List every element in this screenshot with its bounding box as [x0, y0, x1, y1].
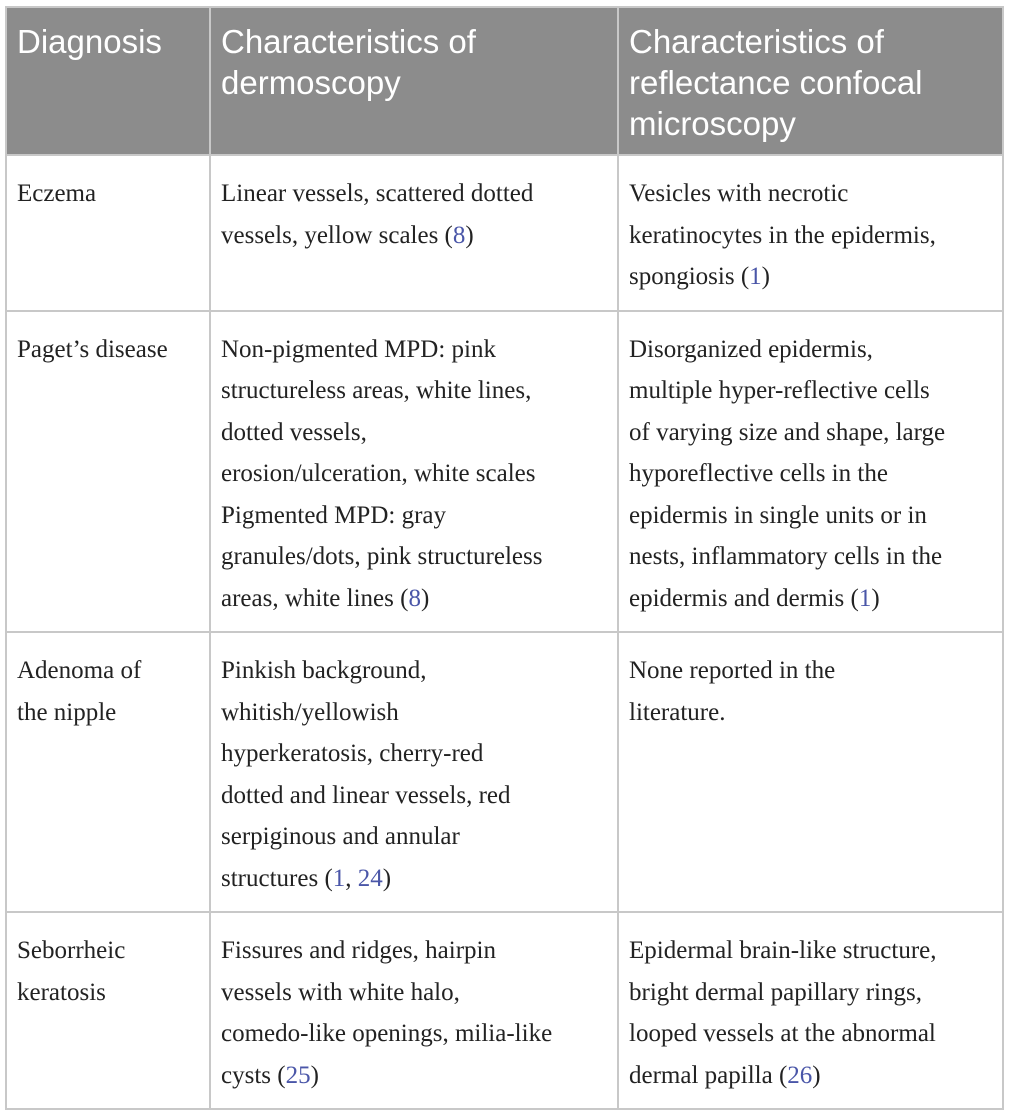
text-segment: granules/dots, pink structureless	[221, 543, 543, 570]
text-segment: ,	[345, 864, 358, 892]
reference-link[interactable]: 24	[357, 864, 383, 892]
text-line	[221, 495, 611, 537]
table-row	[6, 311, 1003, 633]
text-segment: literature.	[629, 698, 726, 726]
text-line	[629, 972, 996, 1014]
text-segment: nests, inflammatory cells in the	[629, 543, 943, 570]
text-segment: areas, white lines (	[221, 584, 409, 612]
text-line	[221, 650, 611, 692]
text-segment: serpiginous and annular	[221, 823, 460, 850]
diagnosis-line: Seborrheic	[17, 937, 126, 964]
table-body	[6, 155, 1003, 1109]
comparison-table	[5, 6, 1004, 1110]
text-segment: Vesicles with necrotic	[629, 180, 849, 207]
cell-dermoscopy	[210, 632, 618, 912]
header-row	[6, 7, 1003, 155]
text-line	[221, 536, 611, 578]
text-segment: multiple hyper-reflective cells	[629, 377, 930, 404]
text-segment: cysts (	[221, 1061, 286, 1089]
text-segment: bright dermal papillary rings,	[629, 978, 922, 1006]
text-segment: )	[871, 584, 880, 612]
header-dermoscopy	[210, 7, 618, 155]
text-segment: dotted vessels,	[221, 418, 367, 446]
text-line	[221, 930, 611, 972]
reference-link[interactable]: 1	[858, 584, 872, 612]
text-segment: erosion/ulceration, white scales	[221, 460, 536, 487]
text-line	[221, 1055, 611, 1097]
text-line	[221, 173, 611, 215]
text-segment: comedo-like openings, milia-like	[221, 1020, 553, 1047]
text-segment: Pigmented MPD: gray	[221, 501, 446, 529]
text-segment: vessels, yellow scales (	[221, 221, 453, 249]
text-segment: )	[420, 584, 430, 612]
text-segment: Linear vessels, scattered dotted	[221, 180, 534, 207]
text-segment: Pinkish background,	[221, 657, 427, 684]
header-line: Diagnosis	[17, 23, 162, 60]
text-line	[629, 930, 996, 972]
header-line: dermoscopy	[221, 64, 401, 101]
text-segment: epidermis in single units or in	[629, 501, 927, 529]
header-line: Characteristics of	[221, 23, 476, 60]
diagnosis-line: keratosis	[17, 978, 106, 1006]
text-segment: )	[812, 1061, 821, 1089]
text-segment: dotted and linear vessels, red	[221, 781, 511, 809]
diagnosis-line: the nipple	[17, 698, 117, 726]
cell-diagnosis	[6, 311, 210, 633]
table-row	[6, 912, 1003, 1109]
text-line	[221, 733, 611, 775]
text-segment: )	[465, 221, 474, 249]
text-line	[629, 650, 996, 692]
diagnosis-line: Adenoma of	[17, 657, 142, 684]
text-line	[221, 775, 611, 817]
diagnosis-line: Paget’s disease	[17, 335, 168, 363]
table-row	[6, 155, 1003, 311]
text-line	[629, 495, 996, 537]
text-line	[221, 370, 611, 412]
text-line	[221, 215, 611, 257]
text-line	[629, 215, 996, 257]
text-line	[221, 1013, 611, 1055]
text-line	[629, 256, 996, 298]
text-segment: of varying size and shape, large	[629, 418, 946, 446]
cell-diagnosis	[6, 912, 210, 1109]
text-segment: whitish/yellowish	[221, 698, 399, 726]
text-line	[629, 536, 996, 578]
text-segment: Epidermal brain-like structure,	[629, 937, 937, 964]
header-line: Characteristics of	[629, 23, 884, 60]
reference-link[interactable]: 8	[408, 584, 421, 612]
cell-rcm	[618, 912, 1003, 1109]
text-line	[629, 370, 996, 412]
cell-diagnosis	[6, 632, 210, 912]
text-line	[221, 412, 611, 454]
text-segment: epidermis and dermis (	[629, 584, 859, 612]
text-line	[629, 412, 996, 454]
text-line	[629, 1055, 996, 1097]
header-line: microscopy	[629, 105, 796, 142]
text-segment: Fissures and ridges, hairpin	[221, 937, 496, 964]
table-header	[6, 7, 1003, 155]
text-line	[629, 173, 996, 215]
text-segment: hyperkeratosis, cherry-red	[221, 740, 484, 767]
text-line	[221, 816, 611, 858]
text-segment: Non-pigmented MPD: pink	[221, 335, 496, 363]
text-segment: )	[310, 1061, 319, 1089]
text-segment: Disorganized epidermis,	[629, 335, 873, 363]
cell-diagnosis	[6, 155, 210, 311]
text-line	[221, 692, 611, 734]
text-segment: hyporeflective cells in the	[629, 460, 888, 487]
text-segment: )	[382, 864, 392, 892]
text-line	[221, 329, 611, 371]
text-line	[221, 858, 611, 900]
text-line	[629, 329, 996, 371]
text-segment: looped vessels at the abnormal	[629, 1020, 936, 1047]
header-rcm	[618, 7, 1003, 155]
reference-link[interactable]: 1	[332, 864, 346, 892]
text-line	[221, 578, 611, 620]
cell-dermoscopy	[210, 155, 618, 311]
diagnosis-line: Eczema	[17, 180, 97, 207]
text-line	[221, 453, 611, 495]
text-segment: )	[761, 263, 770, 290]
text-line	[629, 692, 996, 734]
reference-link[interactable]: 8	[452, 221, 466, 249]
cell-rcm	[618, 311, 1003, 633]
text-segment: structureless areas, white lines,	[221, 377, 532, 404]
reference-link[interactable]: 1	[749, 263, 762, 290]
text-line	[629, 1013, 996, 1055]
text-segment: spongiosis (	[629, 263, 750, 290]
cell-dermoscopy	[210, 311, 618, 633]
cell-dermoscopy	[210, 912, 618, 1109]
table-row	[6, 632, 1003, 912]
cell-rcm	[618, 632, 1003, 912]
reference-link[interactable]: 25	[285, 1061, 311, 1089]
text-segment: dermal papilla (	[629, 1061, 788, 1089]
header-line: reflectance confocal	[629, 64, 923, 101]
text-segment: structures (	[221, 864, 333, 892]
text-segment: keratinocytes in the epidermis,	[629, 221, 936, 249]
cell-rcm	[618, 155, 1003, 311]
text-line	[221, 972, 611, 1014]
header-diagnosis	[6, 7, 210, 155]
reference-link[interactable]: 26	[787, 1061, 813, 1089]
text-line	[629, 453, 996, 495]
text-line	[629, 578, 996, 620]
text-segment: None reported in the	[629, 657, 836, 684]
text-segment: vessels with white halo,	[221, 978, 460, 1006]
